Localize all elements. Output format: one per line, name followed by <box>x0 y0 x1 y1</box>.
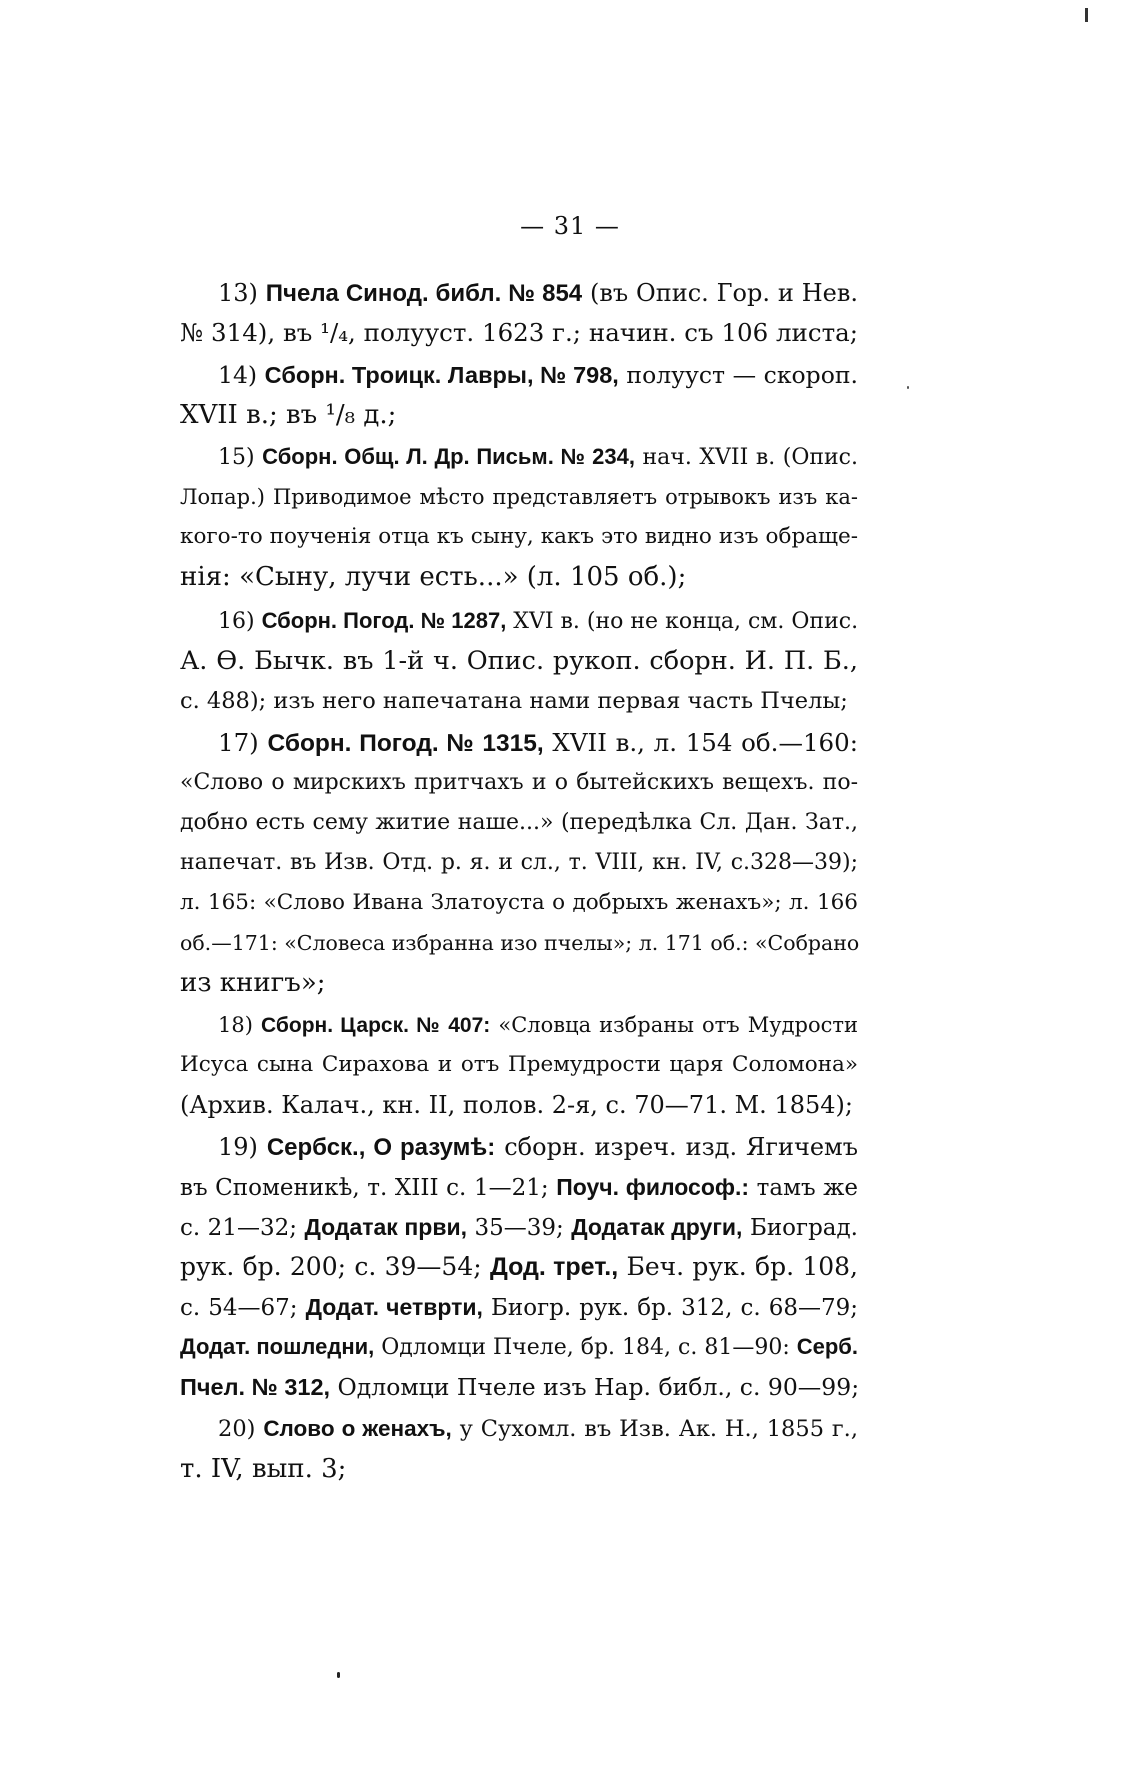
line-text: 35—39; <box>467 1215 572 1241</box>
line-text: рук. бр. 200; с. 39—54; <box>180 1252 490 1281</box>
line-text: (Архив. Калач., кн. II, полов. 2-я, с. 70—71. М. 1854); <box>180 1091 853 1119</box>
line-text: XVII в., л. 154 об.—160: <box>543 728 858 757</box>
bold-title-text: Сборн. Общ. Л. Др. Письм. № 234, <box>262 444 635 469</box>
line-text: с. 488); изъ него напечатана нами первая часть Пчелы; <box>180 688 848 714</box>
entry-18-line-1 <box>218 1005 858 1045</box>
line-text: (въ Опис. Гор. и Нев. <box>582 279 859 307</box>
line-text: XVII в.; въ ¹/₈ д.; <box>180 400 397 430</box>
line-text: с. 54—67; <box>180 1295 306 1321</box>
entry-19-line-2 <box>180 1167 858 1207</box>
line-text: добно есть сему житие наше...» (передѣлка Сл. Дан. Зат., <box>180 810 858 835</box>
line-text: 19) <box>218 1133 267 1161</box>
entry-18-line-2 <box>180 1045 858 1085</box>
bold-title-text: Пчела Синод. библ. № 854 <box>265 280 583 307</box>
entry-17-line-4 <box>180 843 858 883</box>
bold-title-text: Додат. четврти, <box>305 1294 483 1320</box>
line-text: 18) <box>218 1013 261 1037</box>
bold-title-text: Дод. трет., <box>489 1253 619 1281</box>
entry-19-line-6 <box>180 1327 858 1367</box>
line-text: сборн. изреч. изд. Ягичемъ <box>495 1133 858 1161</box>
bold-title-text: Сборн. Погод. № 1287, <box>261 608 507 633</box>
line-text: Лопар.) Приводимое мѣсто представляетъ отрывокъ изъ ка- <box>180 485 858 509</box>
entry-15-line-1 <box>218 437 858 477</box>
entry-13-line-1 <box>218 273 858 313</box>
line-text: 14) <box>218 361 265 389</box>
bold-title-text: Додатак први, <box>304 1214 467 1240</box>
entry-20-line-1 <box>218 1409 858 1449</box>
line-text: № 314), въ ¹/₄, полууст. 1623 г.; начин. съ 106 листа; <box>180 318 858 347</box>
line-text: у Сухомл. въ Изв. Ак. Н., 1855 г., <box>451 1416 858 1442</box>
entry-19-line-4 <box>180 1247 858 1287</box>
entry-16-line-2 <box>180 641 858 681</box>
entry-17-line-5 <box>180 883 858 923</box>
line-text: полууст — скороп. <box>618 361 858 389</box>
entry-18-line-3 <box>180 1085 858 1125</box>
entry-14-line-1 <box>218 355 858 395</box>
line-text: А. Ѳ. Бычк. въ 1-й ч. Опис. рукоп. сборн. И. П. Б., <box>180 646 858 676</box>
entry-17-line-2 <box>180 763 858 803</box>
line-text: кого-то поученія отца къ сыну, какъ это видно изъ обраще- <box>180 524 858 549</box>
line-text: об.—171: «Словеса избранна изо пчелы»; л. 171 об.: «Собрано <box>180 931 860 955</box>
entry-15-line-3 <box>180 517 858 557</box>
entry-15-line-4 <box>180 557 858 597</box>
scan-mark <box>1085 8 1088 22</box>
line-text: напечат. въ Изв. Отд. р. я. и сл., т. VIII, кн. IV, с.328—39); <box>180 850 858 875</box>
bold-title-text: Сербск., О разумѣ: <box>266 1134 496 1161</box>
line-text: Биогр. рук. бр. 312, с. 68—79; <box>482 1295 858 1321</box>
line-text: Биоград. <box>742 1215 858 1241</box>
line-text: тамъ же <box>749 1175 859 1201</box>
line-text: Беч. рук. бр. 108, <box>618 1252 858 1281</box>
line-text: 16) <box>218 609 262 634</box>
entry-19-line-5 <box>180 1287 858 1327</box>
line-text: нія: «Сыну, лучи есть...» (л. 105 об.); <box>180 562 687 592</box>
line-text: л. 165: «Слово Ивана Златоуста о добрыхъ женахъ»; л. 166 <box>180 890 858 915</box>
entry-15-line-2 <box>180 477 858 517</box>
entry-17-line-1 <box>218 723 858 763</box>
line-text: Одломци Пчеле изъ Нар. библ., с. 90—99; <box>330 1373 860 1401</box>
entry-20-line-2 <box>180 1449 858 1489</box>
line-text: въ Споменикѣ, т. XIII с. 1—21; <box>180 1175 557 1201</box>
line-text: Исуса сына Сирахова и отъ Премудрости царя Соломона» <box>180 1052 858 1077</box>
bold-title-text: Сборн. Погод. № 1315, <box>267 730 544 757</box>
bold-title-text: Слово о женахъ, <box>263 1416 452 1441</box>
bold-title-text: Поуч. философ.: <box>556 1174 750 1200</box>
entry-19-line-7 <box>180 1367 858 1407</box>
line-text: 20) <box>218 1416 264 1442</box>
line-text: из книгъ»; <box>180 968 326 998</box>
entry-14-line-2 <box>180 395 858 435</box>
entry-17-line-7 <box>180 963 858 1003</box>
bold-title-text: Серб. <box>796 1334 859 1359</box>
page-number: — 31 — <box>520 212 620 240</box>
line-text: «Словца избраны отъ Мудрости <box>490 1013 858 1037</box>
line-text: 13) <box>218 279 266 307</box>
line-text: XVI в. (но не конца, см. Опис. <box>506 609 859 634</box>
print-speck <box>337 1672 340 1678</box>
line-text: Одломци Пчеле, бр. 184, с. 81—90: <box>374 1335 797 1360</box>
line-text: 15) <box>218 445 263 470</box>
entry-17-line-3 <box>180 803 858 843</box>
bold-title-text: Сборн. Царск. № 407: <box>261 1014 491 1037</box>
line-text: «Слово о мирскихъ притчахъ и о бытейскихъ вещехъ. по- <box>180 770 858 795</box>
line-text: т. IV, вып. 3; <box>180 1454 347 1484</box>
line-text: с. 21—32; <box>180 1215 305 1241</box>
entry-19-line-1 <box>218 1127 858 1167</box>
entry-16-line-1 <box>218 601 858 641</box>
bold-title-text: Пчел. № 312, <box>180 1374 331 1400</box>
entry-16-line-3 <box>180 681 858 721</box>
line-text: нач. XVII в. (Опис. <box>634 445 858 470</box>
bold-title-text: Сборн. Троицк. Лавры, № 798, <box>264 362 619 388</box>
print-speck <box>907 386 909 389</box>
entry-19-line-3 <box>180 1207 858 1247</box>
bold-title-text: Додат. пошледни, <box>180 1334 375 1359</box>
entry-17-line-6 <box>180 923 858 963</box>
entry-13-line-2 <box>180 313 858 353</box>
bold-title-text: Додатак други, <box>571 1214 743 1240</box>
line-text: 17) <box>218 728 268 757</box>
